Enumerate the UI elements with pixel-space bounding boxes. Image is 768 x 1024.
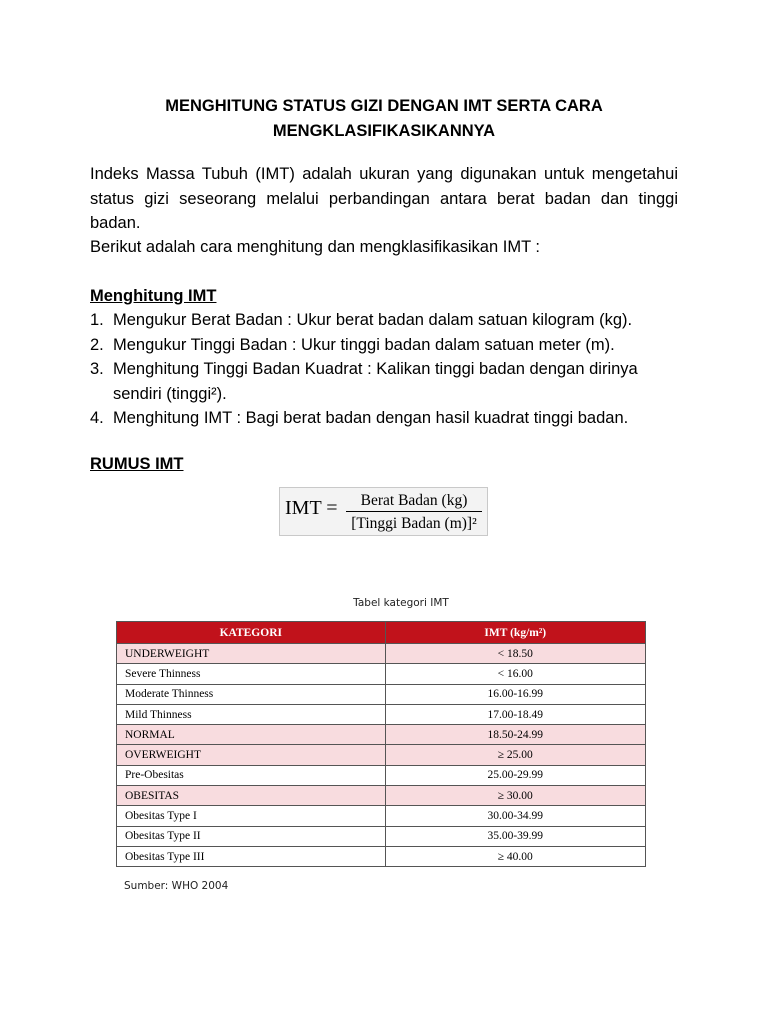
cell-imt: ≥ 40.00 — [385, 846, 645, 866]
cell-kategori: Moderate Thinness — [117, 684, 386, 704]
cell-kategori: Mild Thinness — [117, 704, 386, 724]
section-heading-menghitung: Menghitung IMT — [90, 287, 217, 305]
intro-followup: Berikut adalah cara menghitung dan mengklasifikasikan IMT : — [90, 238, 541, 256]
cell-imt: 18.50-24.99 — [385, 725, 645, 745]
cell-imt: ≥ 25.00 — [385, 745, 645, 765]
cell-kategori: Obesitas Type III — [117, 846, 386, 866]
table-row — [117, 664, 646, 684]
formula-denominator: [Tinggi Badan (m)]² — [351, 515, 477, 532]
table-source: Sumber: WHO 2004 — [124, 880, 229, 892]
imt-formula-image — [279, 487, 488, 536]
table-row — [117, 644, 646, 664]
table-row — [117, 806, 646, 826]
intro-paragraph: Indeks Massa Tubuh (IMT) adalah ukuran yang digunakan untuk mengetahui status gizi seseorang melalui perbandingan antara berat badan dan tinggi badan. — [90, 165, 678, 232]
cell-kategori: OVERWEIGHT — [117, 745, 386, 765]
cell-kategori: Pre-Obesitas — [117, 765, 386, 785]
header-imt: IMT (kg/m²) — [385, 622, 645, 644]
cell-imt: 35.00-39.99 — [385, 826, 645, 846]
step-text: Mengukur Berat Badan : Ukur berat badan dalam satuan kilogram (kg). — [113, 311, 633, 329]
step-item — [90, 406, 682, 431]
cell-imt: 16.00-16.99 — [385, 684, 645, 704]
table-row — [117, 684, 646, 704]
formula-fraction — [346, 491, 482, 533]
header-kategori: KATEGORI — [117, 622, 386, 644]
cell-imt: 30.00-34.99 — [385, 806, 645, 826]
cell-kategori: OBESITAS — [117, 786, 386, 806]
step-item — [90, 308, 682, 333]
step-item — [90, 357, 682, 406]
title-line-1: MENGHITUNG STATUS GIZI DENGAN IMT SERTA CARA — [165, 97, 603, 115]
table-row — [117, 846, 646, 866]
step-item — [90, 333, 682, 358]
step-text: Menghitung IMT : Bagi berat badan dengan hasil kuadrat tinggi badan. — [113, 409, 629, 427]
step-number: 4. — [90, 409, 104, 427]
step-text: Mengukur Tinggi Badan : Ukur tinggi badan dalam satuan meter (m). — [113, 335, 615, 354]
step-number: 2. — [90, 335, 104, 354]
page-title — [90, 94, 678, 144]
cell-kategori: Obesitas Type I — [117, 806, 386, 826]
cell-kategori: Obesitas Type II — [117, 826, 386, 846]
table-row — [117, 725, 646, 745]
step-text: Menghitung Tinggi Badan Kuadrat : Kalikan tinggi badan dengan dirinya sendiri (tinggi²). — [113, 360, 638, 403]
table-row — [117, 704, 646, 724]
formula-numerator: Berat Badan (kg) — [360, 492, 468, 509]
title-line-2: MENGKLASIFIKASIKANNYA — [272, 122, 496, 140]
table-row — [117, 786, 646, 806]
cell-kategori: NORMAL — [117, 725, 386, 745]
cell-imt: 17.00-18.49 — [385, 704, 645, 724]
steps-list — [90, 308, 682, 431]
cell-kategori: Severe Thinness — [117, 664, 386, 684]
table-header-row — [117, 622, 646, 644]
table-caption: Tabel kategori IMT — [353, 597, 449, 609]
table-row — [117, 765, 646, 785]
cell-kategori: UNDERWEIGHT — [117, 644, 386, 664]
cell-imt: < 16.00 — [385, 664, 645, 684]
table-row — [117, 826, 646, 846]
cell-imt: < 18.50 — [385, 644, 645, 664]
imt-category-table — [116, 621, 646, 867]
section-heading-rumus: RUMUS IMT — [90, 455, 184, 473]
table-row — [117, 745, 646, 765]
table-body — [117, 644, 646, 867]
step-number: 1. — [90, 311, 104, 329]
fraction-bar — [346, 511, 482, 512]
cell-imt: ≥ 30.00 — [385, 786, 645, 806]
cell-imt: 25.00-29.99 — [385, 765, 645, 785]
step-number: 3. — [90, 360, 104, 378]
formula-lhs: IMT = — [285, 497, 338, 519]
